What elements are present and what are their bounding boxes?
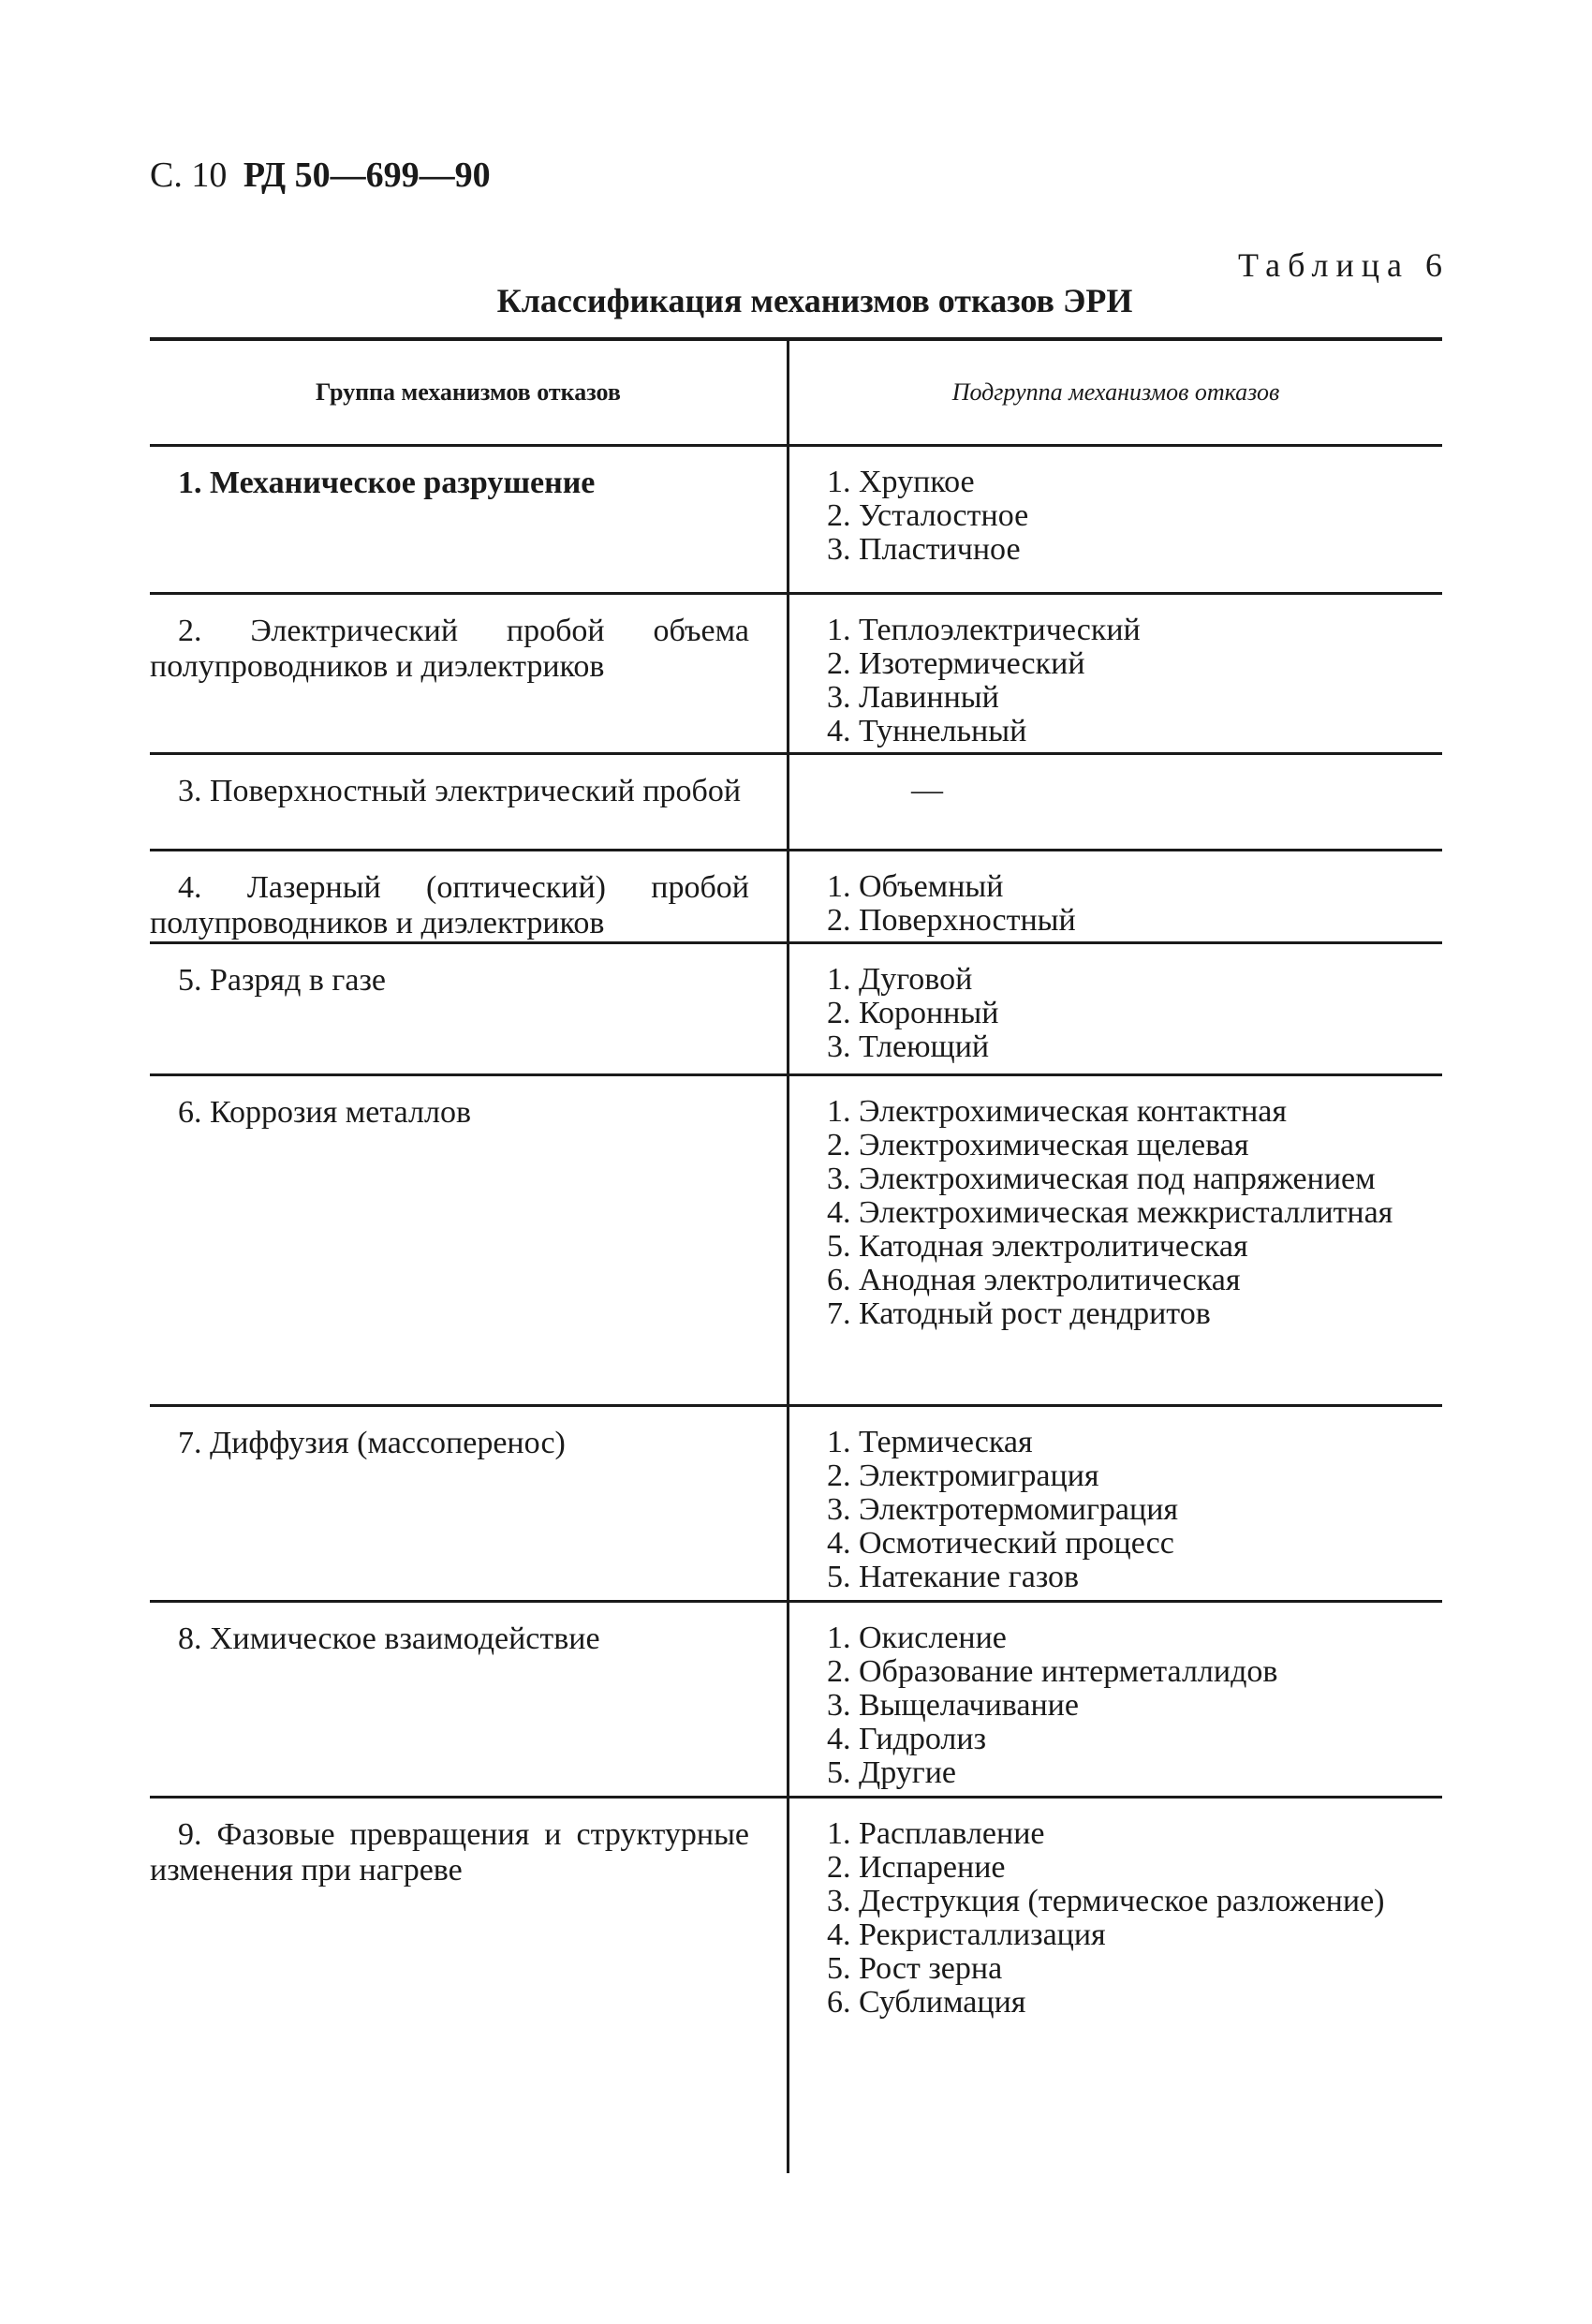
group-cell xyxy=(150,1407,787,1600)
subgroup-item: 2. Электрохимическая щелевая xyxy=(827,1128,1249,1162)
subgroup-cell xyxy=(787,1076,1442,1404)
subgroup-item: 1. Термическая xyxy=(827,1425,1033,1459)
classification-table xyxy=(150,337,1442,2173)
group-label: 8. Химическое взаимодействие xyxy=(178,1621,600,1656)
group-cell xyxy=(150,447,787,592)
subgroup-item: 2. Усталостное xyxy=(827,498,1029,533)
table-number: Таблица 6 xyxy=(1238,246,1450,284)
group-cell xyxy=(150,755,787,849)
subgroup-cell xyxy=(787,755,1442,849)
subgroup-cell xyxy=(787,1799,1442,2173)
subgroup-cell xyxy=(787,1603,1442,1796)
group-cell xyxy=(150,851,787,941)
table-header-row xyxy=(150,341,1442,447)
subgroup-item: 3. Электротермомиграция xyxy=(827,1492,1179,1527)
subgroup-item: 7. Катодный рост дендритов xyxy=(827,1296,1211,1331)
group-label: 6. Коррозия металлов xyxy=(178,1095,472,1130)
table-row xyxy=(150,595,1442,755)
subgroup-item: 1. Хрупкое xyxy=(827,465,975,499)
subgroup-item: 4. Осмотический процесс xyxy=(827,1526,1174,1561)
subgroup-item: 1. Электрохимическая контактная xyxy=(827,1094,1288,1129)
table-row xyxy=(150,1407,1442,1603)
page-header xyxy=(150,155,491,196)
subgroup-item: 4. Туннельный xyxy=(827,714,1027,748)
subgroup-item: 3. Пластичное xyxy=(827,532,1021,567)
subgroup-item: 2. Изотермический xyxy=(827,646,1085,681)
empty-dash: — xyxy=(911,773,943,807)
group-label: 5. Разряд в газе xyxy=(178,963,386,998)
subgroup-item: 5. Катодная электролитическая xyxy=(827,1229,1248,1264)
subgroup-item: 3. Деструкция (термическое разложение) xyxy=(827,1884,1385,1918)
subgroup-cell xyxy=(787,944,1442,1073)
table-title: Классификация механизмов отказов ЭРИ xyxy=(496,282,1133,319)
subgroup-item: 3. Лавинный xyxy=(827,680,999,715)
column-header-subgroup: Подгруппа механизмов отказов xyxy=(787,341,1442,444)
subgroup-item: 2. Электромиграция xyxy=(827,1458,1099,1493)
subgroup-item: 3. Тлеющий xyxy=(827,1029,990,1064)
subgroup-cell xyxy=(787,1407,1442,1600)
subgroup-item: 2. Коронный xyxy=(827,996,999,1030)
subgroup-item: 6. Анодная электролитическая xyxy=(827,1263,1241,1297)
table-row xyxy=(150,755,1442,851)
column-header-group: Группа механизмов отказов xyxy=(316,378,621,406)
subgroup-item: 4. Гидролиз xyxy=(827,1722,986,1756)
table-row xyxy=(150,944,1442,1076)
table-row xyxy=(150,1799,1442,2173)
subgroup-item: 1. Теплоэлектрический xyxy=(827,613,1141,647)
subgroup-cell xyxy=(787,851,1442,941)
group-label: 2. Электрический пробой объема полупроводников и диэлектриков xyxy=(150,614,749,684)
subgroup-item: 5. Натекание газов xyxy=(827,1560,1080,1594)
subgroup-item: 4. Рекристаллизация xyxy=(827,1917,1106,1952)
subgroup-item: 2. Испарение xyxy=(827,1850,1006,1885)
group-label: 1. Механическое разрушение xyxy=(178,466,596,500)
group-cell xyxy=(150,595,787,752)
table-row xyxy=(150,447,1442,595)
subgroup-item: 1. Окисление xyxy=(827,1621,1007,1655)
subgroup-item: 1. Объемный xyxy=(827,869,1004,904)
subgroup-item: 3. Электрохимическая под напряжением xyxy=(827,1162,1376,1196)
subgroup-cell xyxy=(787,595,1442,752)
subgroup-item: 5. Рост зерна xyxy=(827,1951,1003,1986)
group-cell xyxy=(150,1603,787,1796)
page-number: С. 10 xyxy=(150,155,228,195)
table-row xyxy=(150,851,1442,944)
subgroup-item: 5. Другие xyxy=(827,1755,956,1790)
group-cell xyxy=(150,1076,787,1404)
group-label: 3. Поверхностный электрический пробой xyxy=(178,774,742,808)
group-label: 4. Лазерный (оптический) пробой полупроводников и диэлектриков xyxy=(150,870,749,940)
subgroup-item: 3. Выщелачивание xyxy=(827,1688,1079,1723)
subgroup-item: 6. Сублимация xyxy=(827,1985,1026,2020)
table-row xyxy=(150,1603,1442,1799)
document-code: РД 50—699—90 xyxy=(243,155,491,195)
subgroup-cell xyxy=(787,447,1442,592)
group-cell xyxy=(150,944,787,1073)
group-label: 7. Диффузия (массоперенос) xyxy=(178,1426,566,1460)
subgroup-item: 1. Дуговой xyxy=(827,962,973,997)
group-cell xyxy=(150,1799,787,2173)
subgroup-item: 2. Поверхностный xyxy=(827,903,1076,938)
subgroup-item: 2. Образование интерметаллидов xyxy=(827,1654,1278,1689)
group-label: 9. Фазовые превращения и структурные изменения при нагреве xyxy=(150,1817,749,1887)
table-row xyxy=(150,1076,1442,1407)
subgroup-item: 1. Расплавление xyxy=(827,1816,1045,1851)
subgroup-item: 4. Электрохимическая межкристаллитная xyxy=(827,1195,1393,1230)
